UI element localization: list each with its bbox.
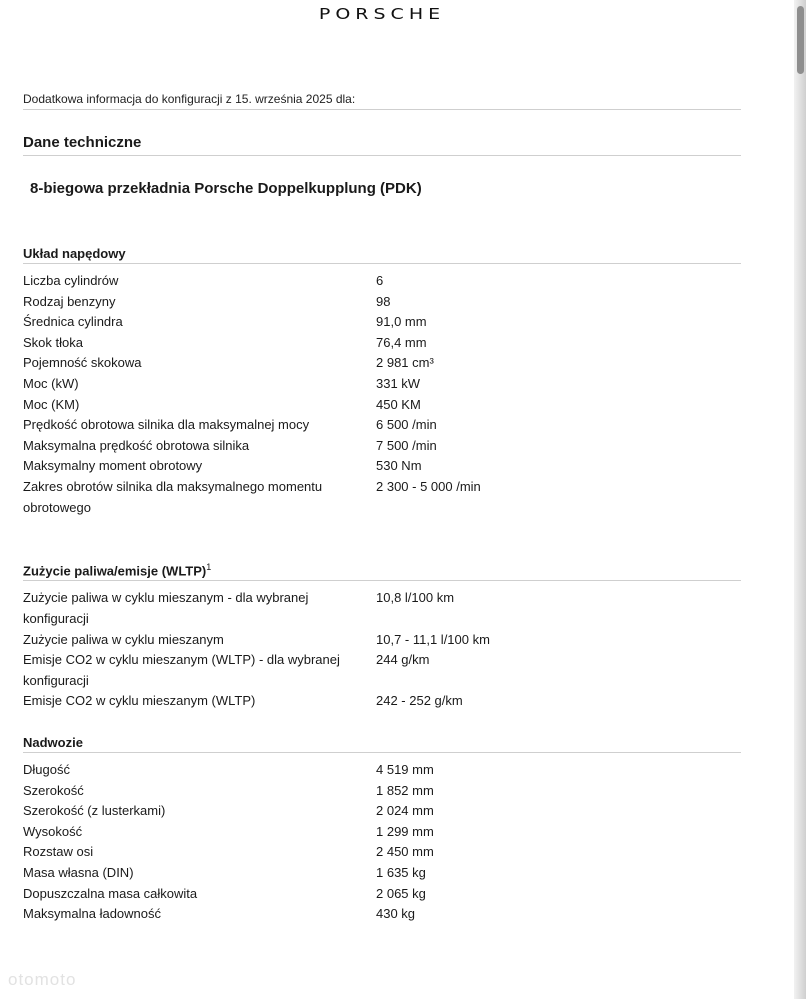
spec-label: Wysokość bbox=[23, 823, 83, 839]
spec-row bbox=[23, 691, 741, 712]
spec-row bbox=[23, 842, 741, 863]
spec-row bbox=[23, 477, 741, 518]
watermark: otomoto bbox=[8, 970, 77, 989]
spec-row bbox=[23, 904, 741, 925]
spec-row bbox=[23, 415, 741, 436]
porsche-logo: PORSCHE bbox=[318, 5, 446, 23]
spec-value: 91,0 mm bbox=[376, 314, 427, 330]
spec-row bbox=[23, 650, 741, 691]
spec-row bbox=[23, 333, 741, 354]
spec-row bbox=[23, 395, 741, 416]
consumption-title bbox=[23, 562, 741, 581]
scrollbar-thumb[interactable] bbox=[797, 6, 804, 74]
spec-value: 430 kg bbox=[376, 906, 416, 922]
spec-value: 1 635 kg bbox=[376, 864, 426, 880]
drivetrain-title: Układ napędowy bbox=[23, 246, 741, 264]
spec-value: 242 - 252 g/km bbox=[376, 693, 463, 709]
spec-label: Zużycie paliwa w cyklu mieszanym bbox=[23, 631, 224, 647]
spec-label: Moc (kW) bbox=[23, 375, 79, 391]
spec-label: Maksymalny moment obrotowy bbox=[23, 458, 203, 474]
spec-row bbox=[23, 781, 741, 802]
spec-label: Rozstaw osi bbox=[23, 844, 94, 860]
spec-label: Masa własna (DIN) bbox=[23, 864, 134, 880]
vertical-scrollbar[interactable] bbox=[794, 0, 806, 999]
spec-value: 7 500 /min bbox=[376, 437, 437, 453]
spec-label: Skok tłoka bbox=[23, 334, 83, 350]
spec-row bbox=[23, 588, 741, 629]
section-title: Dane techniczne bbox=[23, 134, 741, 156]
spec-label: Średnica cylindra bbox=[23, 314, 123, 330]
spec-row bbox=[23, 436, 741, 457]
spec-row bbox=[23, 630, 741, 651]
spec-row bbox=[23, 292, 741, 313]
spec-value: 2 300 - 5 000 /min bbox=[376, 478, 481, 494]
spec-value: 2 065 kg bbox=[376, 885, 426, 901]
spec-row bbox=[23, 374, 741, 395]
spec-label: Zakres obrotów silnika dla maksymalnego momentu obrotowego bbox=[23, 478, 323, 515]
spec-row bbox=[23, 863, 741, 884]
spec-value: 331 kW bbox=[376, 375, 421, 391]
spec-label: Moc (KM) bbox=[23, 396, 80, 412]
spec-row bbox=[23, 312, 741, 333]
spec-row bbox=[23, 884, 741, 905]
transmission-heading: 8-biegowa przekładnia Porsche Doppelkupplung (PDK) bbox=[30, 180, 422, 197]
spec-value: 76,4 mm bbox=[376, 334, 427, 350]
spec-row bbox=[23, 271, 741, 292]
spec-value: 530 Nm bbox=[376, 458, 422, 474]
spec-value: 10,7 - 11,1 l/100 km bbox=[376, 631, 490, 647]
spec-label: Prędkość obrotowa silnika dla maksymalnej mocy bbox=[23, 417, 310, 433]
spec-value: 1 299 mm bbox=[376, 823, 434, 839]
spec-value: 1 852 mm bbox=[376, 782, 434, 798]
spec-value: 2 981 cm³ bbox=[376, 355, 434, 371]
spec-row bbox=[23, 801, 741, 822]
spec-row bbox=[23, 822, 741, 843]
spec-value: 98 bbox=[376, 293, 391, 309]
spec-value: 2 450 mm bbox=[376, 844, 434, 860]
spec-value: 450 KM bbox=[376, 396, 421, 412]
spec-label: Szerokość bbox=[23, 782, 84, 798]
spec-value: 6 500 /min bbox=[376, 417, 437, 433]
drivetrain-section bbox=[23, 246, 741, 518]
consumption-section bbox=[23, 562, 741, 712]
spec-row bbox=[23, 353, 741, 374]
spec-row bbox=[23, 760, 741, 781]
spec-value: 4 519 mm bbox=[376, 762, 434, 777]
consumption-title-text: Zużycie paliwa/emisje (WLTP) bbox=[23, 563, 207, 579]
spec-label: Liczba cylindrów bbox=[23, 273, 119, 288]
body-section bbox=[23, 735, 741, 925]
spec-label: Pojemność skokowa bbox=[23, 355, 142, 371]
spec-value: 10,8 l/100 km bbox=[376, 590, 455, 606]
spec-label: Rodzaj benzyny bbox=[23, 293, 116, 309]
spec-label: Maksymalna ładowność bbox=[23, 906, 162, 922]
body-title: Nadwozie bbox=[23, 735, 741, 753]
spec-row bbox=[23, 456, 741, 477]
spec-label: Długość bbox=[23, 762, 70, 777]
footnote-marker: 1 bbox=[206, 562, 212, 572]
spec-label: Zużycie paliwa w cyklu mieszanym - dla wybranej konfiguracji bbox=[23, 590, 309, 626]
spec-value: 244 g/km bbox=[376, 652, 430, 668]
spec-label: Maksymalna prędkość obrotowa silnika bbox=[23, 437, 250, 453]
spec-value: 2 024 mm bbox=[376, 803, 434, 819]
spec-value: 6 bbox=[376, 273, 384, 288]
spec-label: Szerokość (z lusterkami) bbox=[23, 803, 166, 819]
spec-label: Dopuszczalna masa całkowita bbox=[23, 885, 198, 901]
spec-label: Emisje CO2 w cyklu mieszanym (WLTP) bbox=[23, 693, 256, 709]
intro-text: Dodatkowa informacja do konfiguracji z 15. września 2025 dla: bbox=[23, 92, 741, 110]
spec-label: Emisje CO2 w cyklu mieszanym (WLTP) - dla wybranej konfiguracji bbox=[23, 652, 340, 688]
